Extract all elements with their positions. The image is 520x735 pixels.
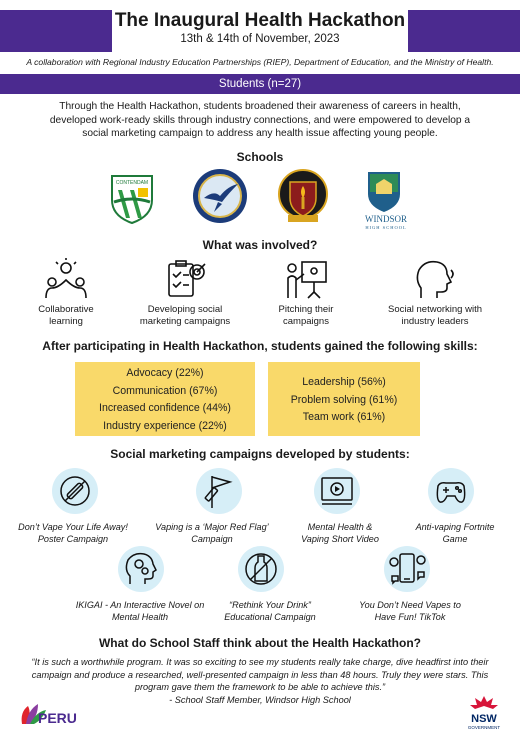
header-band-left: [0, 10, 112, 52]
windsor-name: WINDSOR: [365, 214, 407, 224]
nsw-sub-text: GOVERNMENT: [467, 725, 501, 730]
skills-box-right: [268, 362, 420, 436]
torch-crest-icon: [278, 168, 328, 224]
video-play-icon: [314, 468, 360, 514]
page-title: The Inaugural Health Hackathon: [114, 10, 406, 31]
involved-item-label-1: Collaborative: [38, 304, 94, 315]
skill-item: Problem solving (61%): [290, 393, 398, 406]
campaign-item: [200, 599, 340, 623]
staff-heading: What do School Staff think about the Health Hackathon?: [98, 636, 421, 650]
involved-item-pitching: [260, 258, 352, 328]
campaign-item: [60, 599, 220, 623]
colyton-crest-icon: [110, 170, 154, 224]
involved-item-label-2: campaigns: [283, 316, 329, 327]
involved-item-label-2: industry leaders: [401, 316, 469, 327]
skill-item: Advocacy (22%): [126, 367, 204, 379]
skill-item: Team work (61%): [302, 411, 386, 423]
campaign-label-2: Have Fun! TikTok: [374, 612, 446, 622]
campaign-label-2: Game: [442, 534, 468, 544]
windsor-sub: HIGH SCHOOL: [365, 225, 407, 230]
windsor-crest-icon: [360, 170, 414, 232]
campaign-label-1: IKIGAI - An Interactive Novel on: [75, 600, 205, 610]
crest-motto: CONTENDAM: [115, 180, 149, 186]
skills-box-left: [75, 362, 255, 436]
skill-item: Increased confidence (44%): [99, 402, 231, 414]
quote-text: “It is such a worthwhile program. It was so exciting to see my students really take charge, dive headfirst into their campaign and produce a researched, well-presented campaign in less than 48 hours. Truly they were stars. This program gave them the framework to be able to achieve this.”: [31, 657, 489, 693]
campaign-label-1: “Rethink Your Drink”: [229, 600, 311, 610]
skill-item: Communication (67%): [112, 384, 218, 397]
involved-item-label-2: marketing campaigns: [139, 316, 231, 327]
presentation-icon: [284, 258, 328, 300]
skills-heading: After participating in Health Hackathon, students gained the following skills:: [42, 339, 478, 353]
involved-item-label-1: Social networking with: [388, 304, 482, 315]
collaboration-icon: [44, 258, 88, 300]
campaigns-heading: Social marketing campaigns developed by students:: [110, 447, 410, 461]
campaign-label-2: Mental Health: [111, 612, 169, 622]
campaign-label-2: Educational Campaign: [224, 612, 316, 622]
involved-item-label-1: Developing social: [147, 304, 223, 315]
campaign-item: [142, 521, 282, 545]
swallow-badge-icon: [192, 168, 248, 224]
campaign-label-1: Don’t Vape Your Life Away!: [18, 522, 128, 532]
speaking-head-icon: [413, 258, 457, 300]
event-date: 13th & 14th of November, 2023: [180, 33, 340, 45]
nsw-text: NSW: [471, 713, 497, 725]
campaign-label-2: Vaping Short Video: [301, 534, 379, 544]
intro-paragraph: Through the Health Hackathon, students broadened their awareness of careers in health, developed work-ready skills through industry connections, and were empowered to develop a social marketing campaign to address any health issue affecting young people.: [49, 101, 471, 139]
campaign-item: [8, 521, 138, 545]
schools-heading: Schools: [236, 150, 284, 164]
students-band: Students (n=27): [0, 74, 520, 94]
red-flag-icon: [196, 468, 242, 514]
header-band-right: [408, 10, 520, 52]
target-checklist-icon: [163, 258, 207, 300]
involved-item-label-1: Pitching their: [278, 304, 334, 315]
skill-item: Leadership (56%): [302, 376, 386, 388]
peru-text: PERU: [38, 710, 77, 726]
campaign-item: [400, 521, 510, 545]
mind-gears-icon: [118, 546, 164, 592]
involved-heading: What was involved?: [202, 238, 318, 252]
campaign-label-1: Mental Health &: [307, 522, 373, 532]
campaign-label-1: Anti-vaping Fortnite: [415, 522, 495, 532]
campaign-label-2: Poster Campaign: [37, 534, 109, 544]
involved-item-collaborative: [20, 258, 112, 328]
skill-item: Industry experience (22%): [103, 419, 227, 432]
staff-quote: [30, 656, 490, 706]
quote-attribution: - School Staff Member, Windsor High School: [169, 694, 351, 705]
game-controller-icon: [428, 468, 474, 514]
involved-item-label-2: learning: [49, 316, 83, 327]
no-drink-icon: [238, 546, 284, 592]
no-vape-icon: [52, 468, 98, 514]
nsw-government-logo: [465, 694, 503, 735]
involved-item-developing: [130, 258, 240, 328]
collaboration-note: A collaboration with Regional Industry Education Partnerships (RIEP), Department of Education, and the Ministry of Health.: [26, 57, 494, 67]
involved-item-networking: [370, 258, 500, 328]
campaign-item: [340, 599, 480, 623]
campaign-label-1: Vaping is a ‘Major Red Flag’: [155, 522, 269, 532]
campaign-item: [285, 521, 395, 545]
campaign-label-1: You Don’t Need Vapes to: [359, 600, 461, 610]
peru-logo: [18, 698, 80, 733]
campaign-label-2: Campaign: [191, 534, 233, 544]
social-phone-icon: [384, 546, 430, 592]
